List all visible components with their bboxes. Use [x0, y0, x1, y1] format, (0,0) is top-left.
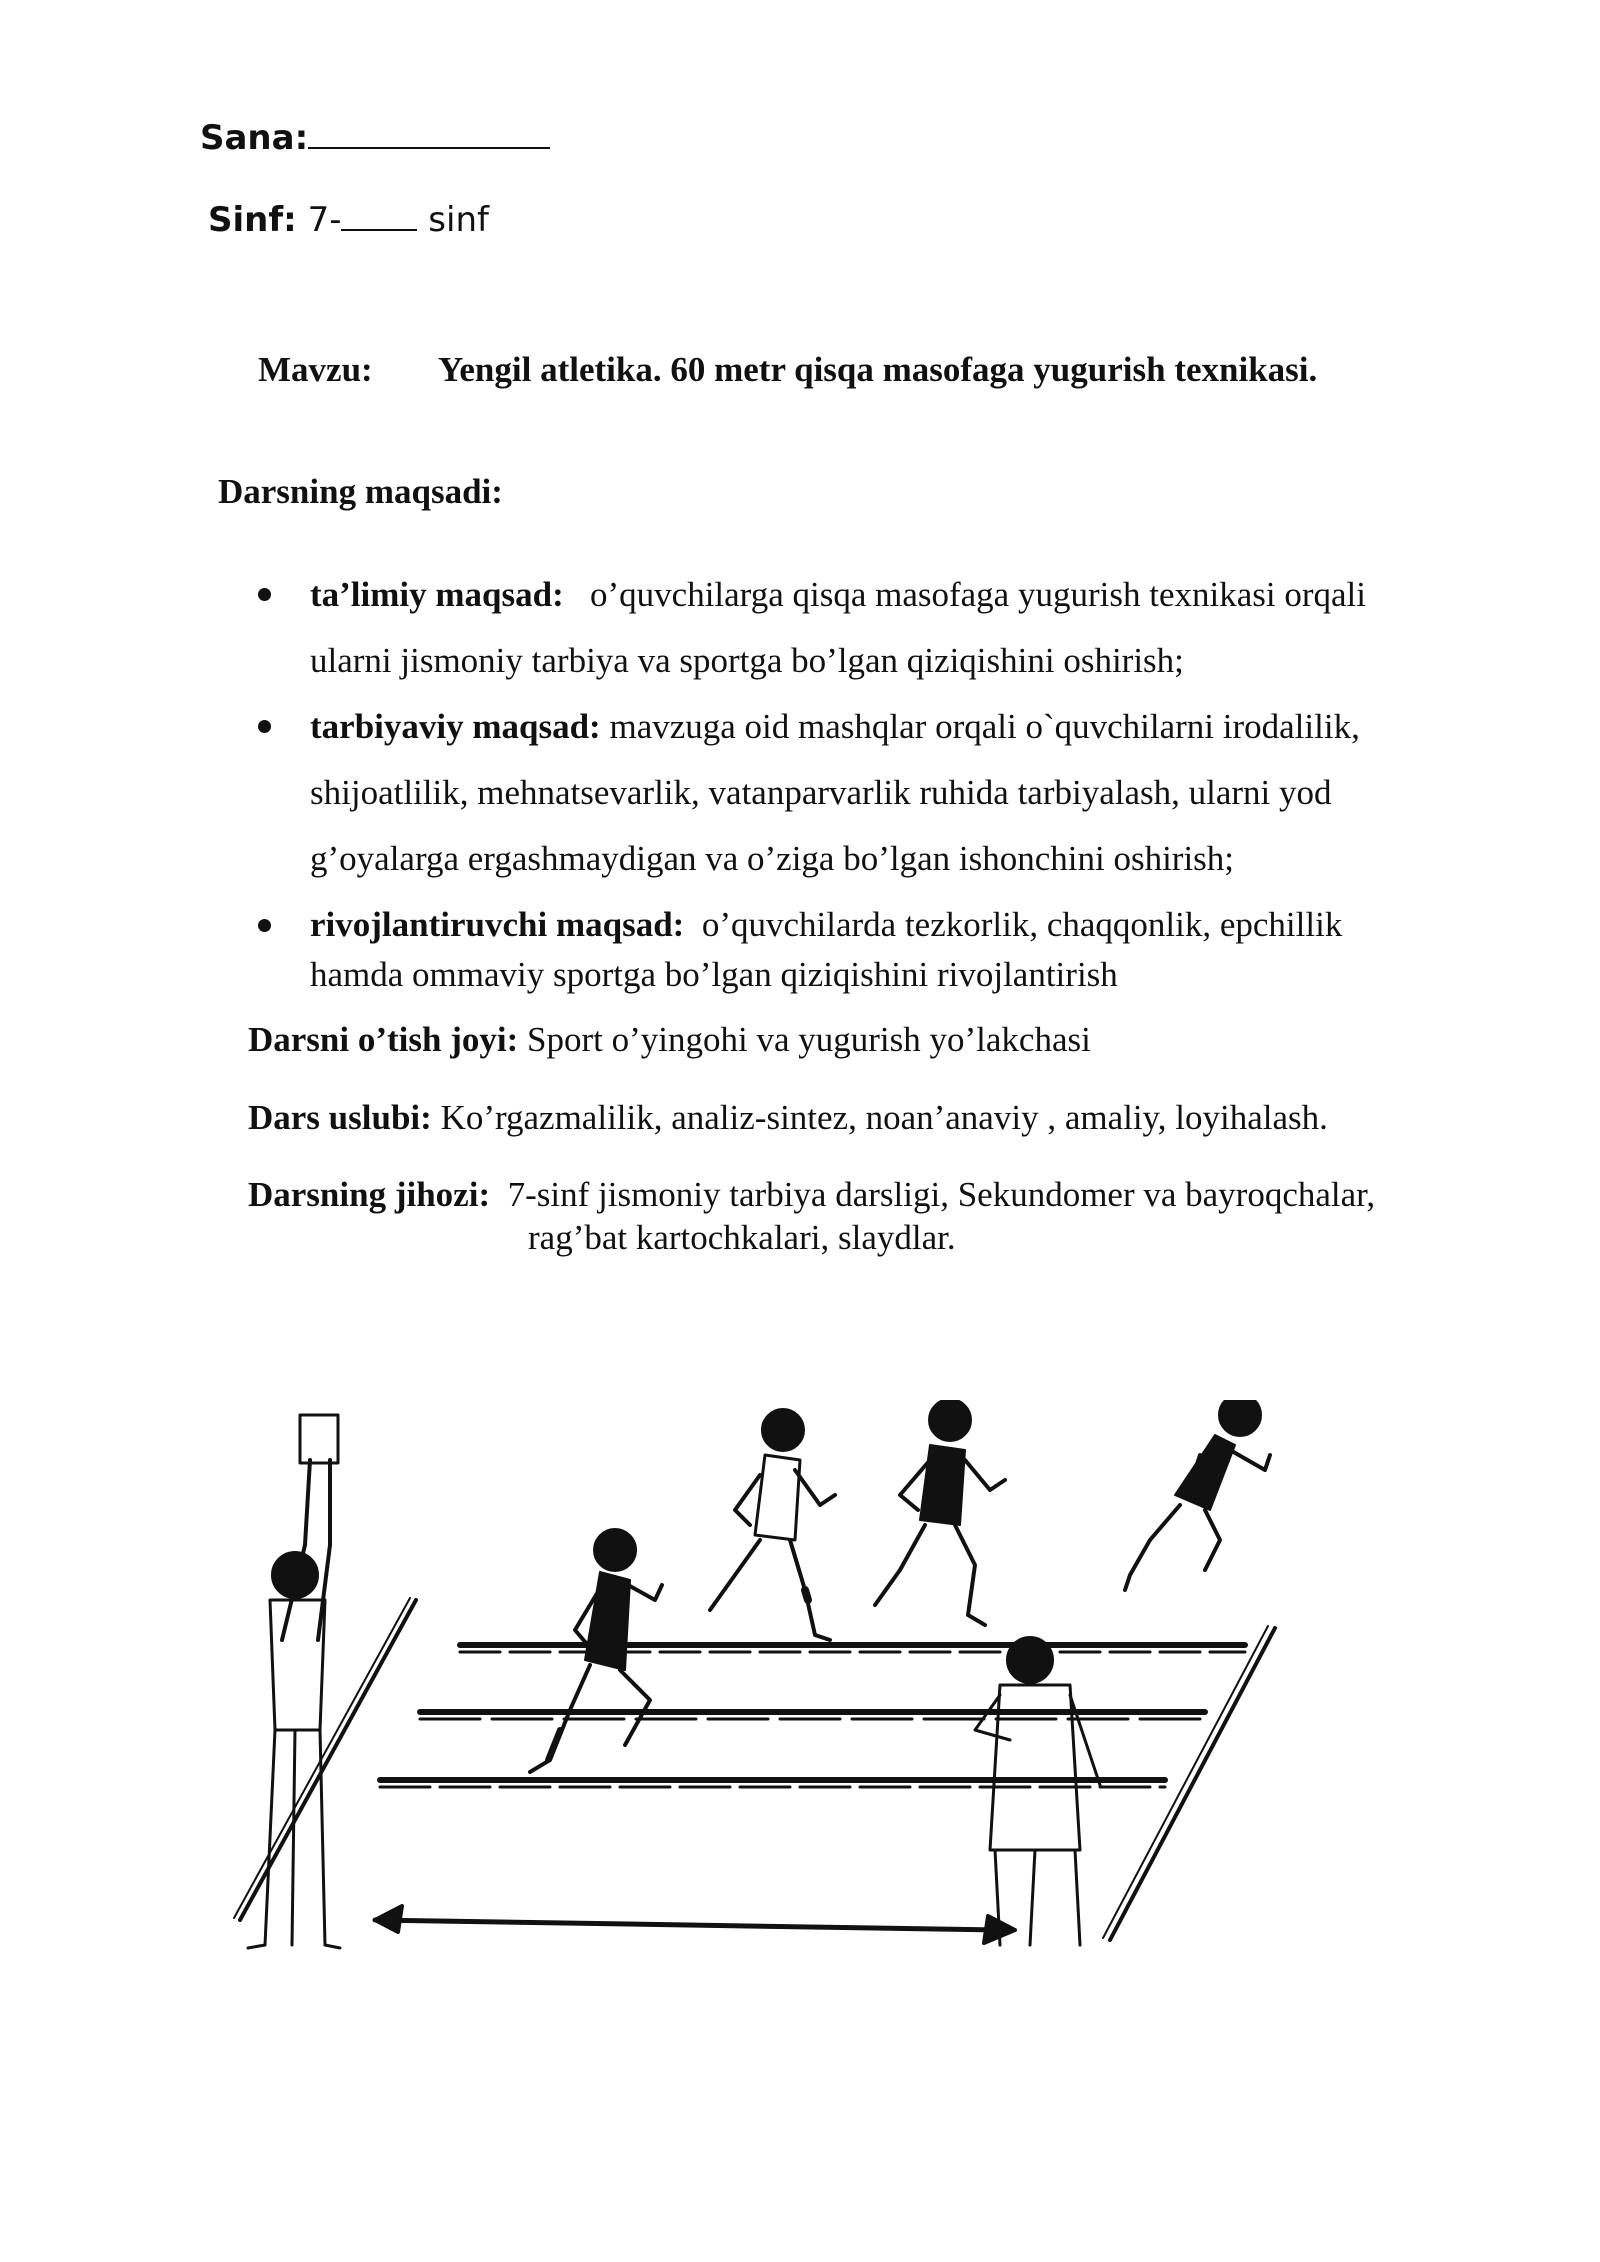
method-text: Ko’rgazmalilik, analiz-sintez, noan’anaviy , amaliy, loyihalash.	[440, 1098, 1328, 1137]
runner-figure-icon	[1125, 1400, 1270, 1590]
goal-text: o’quvchilarga qisqa masofaga yugurish texnikasi orqali	[590, 575, 1366, 614]
date-blank	[308, 119, 550, 149]
goal-text: mavzuga oid mashqlar orqali o`quvchilarni irodalilik,	[609, 707, 1360, 746]
goal-label: rivojlantiruvchi maqsad:	[310, 905, 685, 944]
method-label: Dars uslubi:	[248, 1098, 432, 1137]
goal-text: o’quvchilarda tezkorlik, chaqqonlik, epchillik	[701, 905, 1343, 944]
lesson-equipment	[248, 1175, 1375, 1215]
lesson-place	[248, 1020, 1091, 1060]
equipment-text: 7-sinf jismoniy tarbiya darsligi, Sekundomer va bayroqchalar,	[507, 1175, 1376, 1214]
track-lanes	[380, 1645, 1245, 1787]
bullet-icon	[258, 588, 271, 601]
goal-text: g’oyalarga ergashmaydigan va o’ziga bo’lgan ishonchini oshirish;	[310, 839, 1235, 878]
class-field	[208, 200, 489, 240]
topic	[258, 350, 1317, 390]
class-label: Sinf:	[208, 200, 297, 240]
goal-text: shijoatlilik, mehnatsevarlik, vatanparvarlik ruhida tarbiyalash, ularni yod	[310, 773, 1332, 812]
class-prefix: 7-	[307, 200, 342, 240]
topic-label: Mavzu:	[258, 350, 373, 389]
goal-item	[258, 694, 1498, 892]
goal-label: tarbiyaviy maqsad:	[310, 707, 601, 746]
equipment-label: Darsning jihozi:	[248, 1175, 491, 1214]
goal-item	[258, 892, 1498, 1000]
left-pole	[234, 1598, 416, 1920]
goals-list	[258, 562, 1498, 1000]
topic-text: Yengil atletika. 60 metr qisqa masofaga yugurish texnikasi.	[438, 350, 1318, 389]
goal-text: ularni jismoniy tarbiya va sportga bo’lgan qiziqishini oshirish;	[310, 641, 1184, 680]
place-text: Sport o’yingohi va yugurish yo’lakchasi	[527, 1020, 1091, 1059]
bullet-icon	[258, 919, 271, 932]
goal-item	[258, 562, 1498, 694]
goal-text: hamda ommaviy sportga bo’lgan qiziqishini rivojlantirish	[310, 955, 1118, 994]
date-field	[200, 118, 550, 158]
runner-figure-icon	[875, 1400, 1005, 1625]
goal-label: ta’limiy maqsad:	[310, 575, 564, 614]
place-label: Darsni o’tish joyi:	[248, 1020, 519, 1059]
goals-title: Darsning maqsadi:	[218, 472, 503, 511]
sprint-illustration	[230, 1400, 1380, 1980]
class-suffix: sinf	[428, 200, 489, 240]
lesson-method	[248, 1098, 1328, 1138]
class-blank	[341, 201, 417, 231]
runner-figure-icon	[710, 1410, 835, 1640]
date-label: Sana:	[200, 118, 309, 158]
bullet-icon	[258, 720, 271, 733]
timekeeper-figure-icon	[975, 1638, 1100, 1945]
distance-arrow-icon	[375, 1906, 1015, 1943]
equipment-text-continued: rag’bat kartochkalari, slaydlar.	[528, 1218, 956, 1257]
